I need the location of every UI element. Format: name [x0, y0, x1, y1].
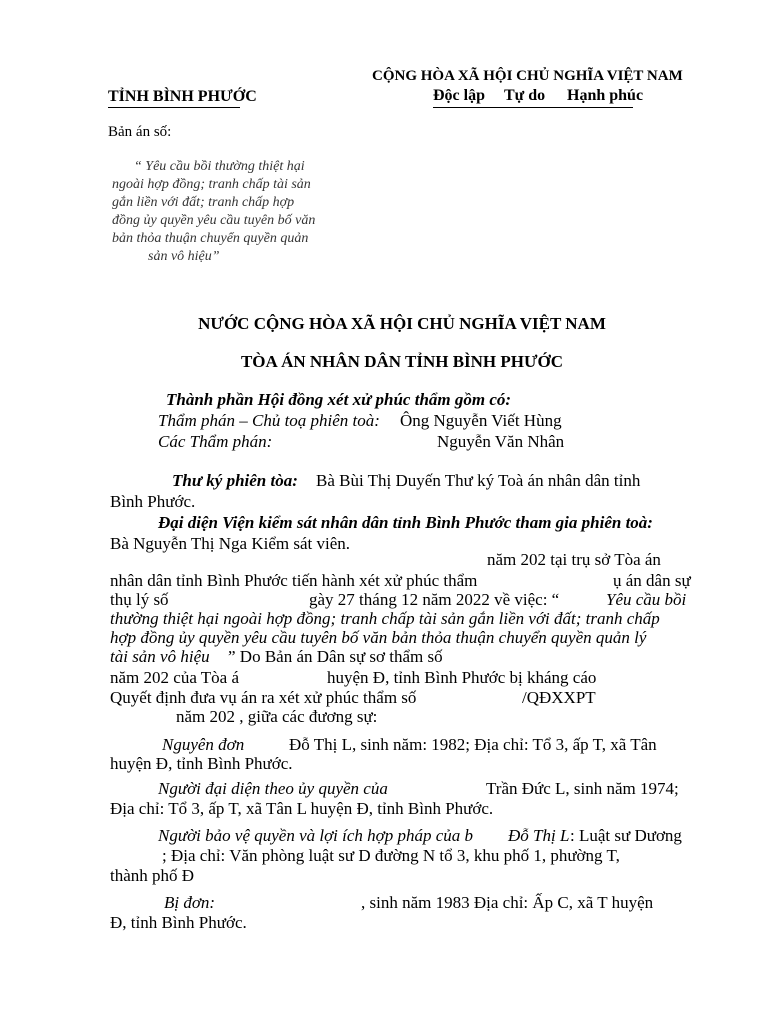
body-line: năm 202 tại trụ sở Tòa án	[487, 550, 661, 569]
judges-name: Nguyễn Văn Nhân	[437, 432, 565, 451]
body-line: Yêu cầu bồi	[606, 590, 687, 609]
body-line: ụ án dân sự	[613, 571, 691, 590]
motto-freedom: Tự do	[504, 87, 546, 104]
body-line: tài sản vô hiệu	[110, 647, 210, 666]
body-line: hợp đồng ủy quyền yêu cầu tuyên bố văn bản thỏa thuận chuyển quyền quản lý	[110, 628, 647, 647]
defender-text-2: ; Địa chỉ: Văn phòng luật sư D đường N tổ 3, khu phố 1, phường T,	[162, 846, 620, 865]
body-line: thụ lý số	[110, 590, 169, 609]
clerk-text-2: Bình Phước.	[110, 492, 196, 511]
case-subject-line: gắn liền với đất; tranh chấp hợp	[112, 195, 295, 210]
defendant-label: Bị đơn:	[164, 893, 216, 912]
procuracy-text: Bà Nguyễn Thị Nga Kiểm sát viên.	[110, 534, 351, 553]
court-title: TÒA ÁN NHÂN DÂN TỈNH BÌNH PHƯỚC	[240, 352, 564, 371]
body-line: huyện Đ, tỉnh Bình Phước bị kháng cáo	[327, 668, 597, 687]
representative-label: Người đại diện theo ủy quyền của	[158, 779, 388, 798]
case-subject-line: “ Yêu cầu bồi thường thiệt hại	[134, 159, 305, 174]
case-subject-line: sản vô hiệu”	[148, 249, 220, 264]
national-title: CỘNG HÒA XÃ HỘI CHỦ NGHĨA VIỆT NAM	[372, 68, 683, 84]
nation-title: NƯỚC CỘNG HÒA XÃ HỘI CHỦ NGHĨA VIỆT NAM	[198, 314, 606, 333]
case-subject-line: đồng ủy quyền yêu cầu tuyên bố văn	[112, 213, 316, 228]
province-underline	[108, 107, 240, 108]
body-line: nhân dân tỉnh Bình Phước tiến hành xét xử phúc thẩm	[110, 571, 478, 590]
defender-client-name: Đỗ Thị L	[508, 826, 570, 845]
plaintiff-text: Đỗ Thị L, sinh năm: 1982; Địa chỉ: Tổ 3, ấp T, xã Tân	[289, 735, 657, 754]
defendant-text: , sinh năm 1983 Địa chỉ: Ấp C, xã T huyện	[361, 893, 654, 912]
case-subject-note	[112, 158, 342, 266]
presiding-judge-label: Thẩm phán – Chủ toạ phiên toà:	[158, 411, 380, 430]
defender-text-3: thành phố Đ	[110, 866, 195, 885]
motto-happiness: Hạnh phúc	[567, 87, 644, 104]
defender-label: Người bảo vệ quyền và lợi ích hợp pháp của b	[158, 826, 474, 845]
plaintiff-label: Nguyên đơn	[162, 735, 245, 754]
defendant-text-2: Đ, tỉnh Bình Phước.	[110, 913, 247, 932]
defender-text: : Luật sư Dương	[570, 826, 682, 845]
body-line: Quyết định đưa vụ án ra xét xử phúc thẩm số	[110, 688, 417, 707]
presiding-judge-name: Ông Nguyễn Viết Hùng	[400, 411, 562, 430]
province-name: TỈNH BÌNH PHƯỚC	[108, 88, 257, 105]
clerk-label: Thư ký phiên tòa:	[172, 471, 298, 490]
body-line: thường thiệt hại ngoài hợp đồng; tranh chấp tài sản gắn liền với đất; tranh chấp	[110, 609, 660, 628]
body-line: năm 202 , giữa các đương sự:	[176, 707, 378, 726]
motto-independence: Độc lập	[433, 87, 485, 104]
body-line: gày 27 tháng 12 năm 2022 về việc: “	[309, 590, 560, 609]
body-line: /QĐXXPT	[522, 688, 596, 707]
plaintiff-text-2: huyện Đ, tỉnh Bình Phước.	[110, 754, 293, 773]
case-number-label: Bản án số:	[108, 124, 172, 140]
procuracy-label: Đại diện Viện kiểm sát nhân dân tỉnh Bình Phước tham gia phiên toà:	[158, 513, 653, 532]
representative-text: Trần Đức L, sinh năm 1974;	[486, 779, 679, 798]
motto-underline	[433, 107, 633, 108]
judges-label: Các Thẩm phán:	[158, 432, 273, 451]
case-subject-line: ngoài hợp đồng; tranh chấp tài sản	[112, 177, 311, 192]
body-line: ” Do Bản án Dân sự sơ thẩm số	[228, 647, 443, 666]
body-line: năm 202 của Tòa á	[110, 668, 240, 687]
representative-text-2: Địa chỉ: Tổ 3, ấp T, xã Tân L huyện Đ, tỉnh Bình Phước.	[110, 799, 494, 818]
clerk-text: Bà Bùi Thị Duyến Thư ký Toà án nhân dân tỉnh	[316, 471, 641, 490]
panel-heading: Thành phần Hội đồng xét xử phúc thẩm gồm có:	[166, 390, 512, 409]
case-subject-line: bản thỏa thuận chuyển quyền quản	[112, 231, 309, 246]
